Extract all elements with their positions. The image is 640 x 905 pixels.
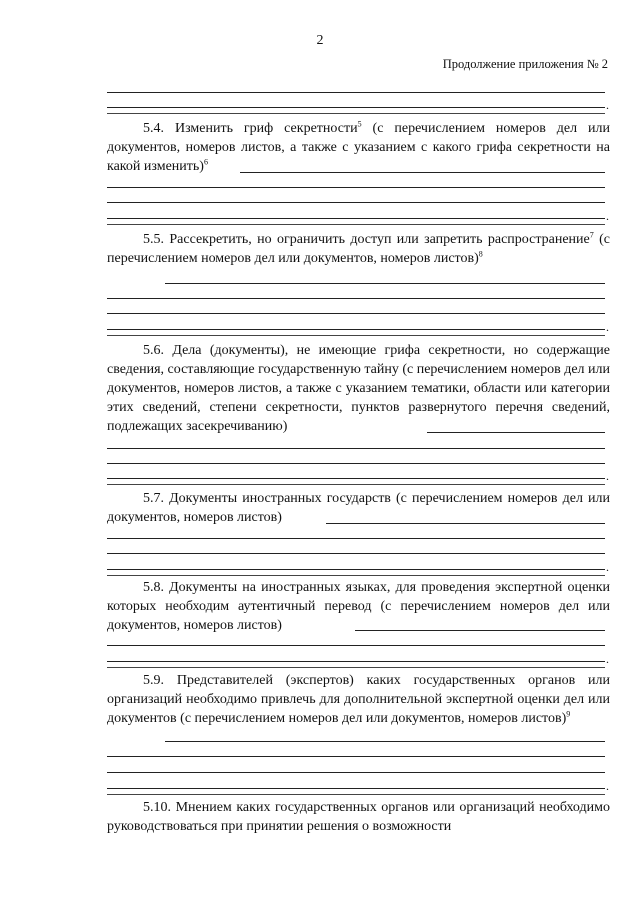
text-run: (с перечислением номеров дел или документов, номеров листов) [107,232,610,266]
section-5-5-text [107,230,610,268]
text-run: (с перечислением номеров дел или документов, номеров листов, а также с указанием с какого грифа секретности на какой изменить) [107,121,610,174]
text-run: 5.8. Документы на иностранных языках, для проведения экспертной оценки которых необходим аутентичный перевод (с перечислением номеров дел или документов, номеров листов) [107,580,610,633]
blank-line [107,661,605,662]
end-dot: . [606,320,609,334]
footnote-marker: 8 [478,249,483,259]
section-separator [107,224,605,225]
section-separator [107,484,605,485]
end-dot: . [606,98,609,112]
section-separator [107,667,605,668]
fill-line [326,523,605,524]
blank-line [107,463,605,464]
fill-line [165,283,605,284]
fill-line [240,172,605,173]
section-5-4-text [107,119,610,176]
text-run: 5.10. Мнением каких государственных органов или организаций необходимо руководствоваться при принятии решения о возможности [107,800,610,834]
blank-line [107,645,605,646]
running-head: Продолжение приложения № 2 [442,57,608,71]
blank-line [107,298,605,299]
blank-line [107,202,605,203]
blank-line [107,329,605,330]
footnote-marker: 5 [357,119,362,129]
section-5-7-text [107,489,610,527]
end-dot: . [606,652,609,666]
section-5-6-text [107,341,610,436]
page-number: 2 [316,33,324,48]
blank-line [107,538,605,539]
end-dot: . [606,779,609,793]
section-separator [107,113,605,114]
text-run: 5.6. Дела (документы), не имеющие грифа секретности, но содержащие сведения, составляющие государственную тайну (с перечислением номеров дел или документов, номеров листов, а также с указанием тематики, области или категории этих сведений, степени секретности, пунктов развернутого перечня сведений, подлежащих засекречиванию) [107,343,610,434]
blank-line [107,92,605,93]
end-dot: . [606,560,609,574]
section-5-10-text [107,798,610,836]
blank-line [107,218,605,219]
fill-line [355,630,605,631]
footnote-marker: 9 [566,709,571,719]
blank-line [107,569,605,570]
blank-line [107,756,605,757]
text-run: 5.7. Документы иностранных государств (с перечислением номеров дел или документов, номеров листов) [107,491,610,525]
fill-line [165,741,605,742]
text-run: 5.9. Представителей (экспертов) каких государственных органов или организаций необходимо привлечь для дополнительной экспертной оценки дел или документов (с перечислением номеров дел или документов, номеров листов) [107,673,610,726]
blank-line [107,448,605,449]
footnote-marker: 7 [589,230,594,240]
fill-line [427,432,605,433]
footnote-marker: 6 [203,157,208,167]
end-dot: . [606,209,609,223]
blank-line [107,553,605,554]
text-run: 5.4. Изменить гриф секретности [143,121,358,136]
blank-line [107,107,605,108]
section-separator [107,794,605,795]
section-separator [107,335,605,336]
section-5-9-text [107,671,610,728]
end-dot: . [606,469,609,483]
text-run: 5.5. Рассекретить, но ограничить доступ или запретить распространение [143,232,590,247]
blank-line [107,313,605,314]
section-separator [107,575,605,576]
blank-line [107,478,605,479]
blank-line [107,187,605,188]
blank-line [107,788,605,789]
section-5-8-text [107,578,610,635]
blank-line [107,772,605,773]
